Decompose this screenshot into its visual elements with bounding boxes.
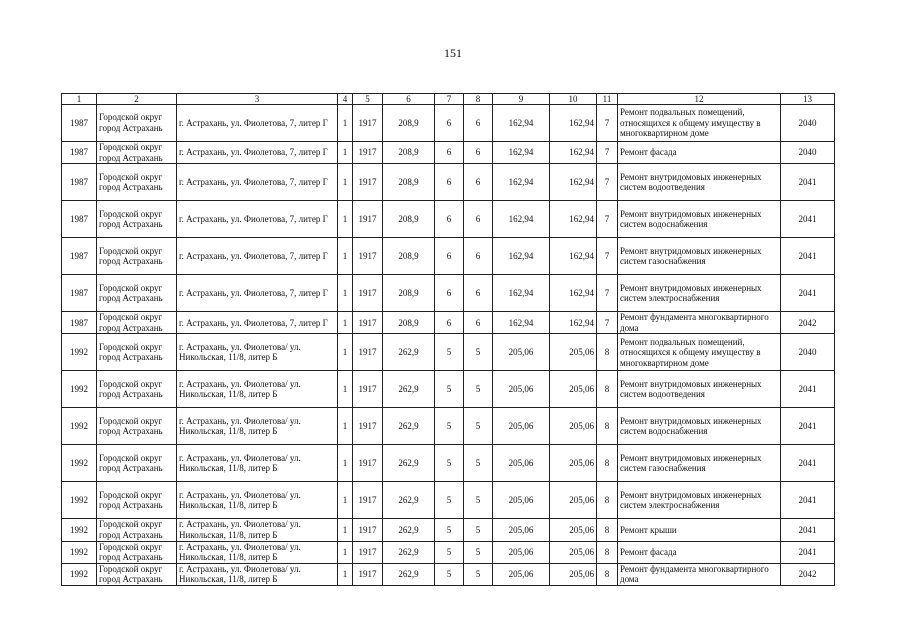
work-type-cell: Ремонт фундамента многоквартирного дома [618, 312, 781, 334]
col11-cell: 8 [597, 482, 618, 519]
col11-cell: 8 [597, 445, 618, 482]
municipality-cell: Городской округ город Астрахань [97, 541, 177, 563]
built-year-cell: 1917 [353, 142, 383, 164]
col10-cell: 205,06 [550, 519, 597, 541]
col9-cell: 162,94 [493, 275, 550, 312]
year-cell: 1992 [62, 482, 97, 519]
col4-cell: 1 [338, 563, 353, 585]
built-year-cell: 1917 [353, 445, 383, 482]
built-year-cell: 1917 [353, 371, 383, 408]
area-cell: 208,9 [383, 312, 435, 334]
built-year-cell: 1917 [353, 275, 383, 312]
table-row [62, 275, 835, 312]
col7-cell: 6 [435, 238, 464, 275]
year-cell: 1992 [62, 519, 97, 541]
col10-cell: 205,06 [550, 445, 597, 482]
built-year-cell: 1917 [353, 482, 383, 519]
col4-cell: 1 [338, 201, 353, 238]
year-cell: 1992 [62, 445, 97, 482]
work-type-cell: Ремонт подвальных помещений, относящихся к общему имуществу в многоквартирном доме [618, 334, 781, 371]
col9-cell: 205,06 [493, 408, 550, 445]
col-header-7: 7 [435, 94, 464, 105]
col9-cell: 205,06 [493, 445, 550, 482]
col10-cell: 205,06 [550, 408, 597, 445]
table-row [62, 371, 835, 408]
area-cell: 262,9 [383, 445, 435, 482]
year-cell: 1992 [62, 541, 97, 563]
plan-year-cell: 2041 [781, 541, 835, 563]
address-cell: г. Астрахань, ул. Фиолетова/ ул. Никольская, 11/8, литер Б [177, 445, 338, 482]
work-type-cell: Ремонт внутридомовых инженерных систем водоотведения [618, 164, 781, 201]
table-row [62, 541, 835, 563]
area-cell: 208,9 [383, 275, 435, 312]
col4-cell: 1 [338, 408, 353, 445]
table-row [62, 312, 835, 334]
area-cell: 262,9 [383, 482, 435, 519]
year-cell: 1987 [62, 164, 97, 201]
col9-cell: 205,06 [493, 334, 550, 371]
municipality-cell: Городской округ город Астрахань [97, 519, 177, 541]
work-type-cell: Ремонт внутридомовых инженерных систем водоснабжения [618, 408, 781, 445]
built-year-cell: 1917 [353, 541, 383, 563]
col8-cell: 5 [464, 445, 493, 482]
table-row [62, 482, 835, 519]
col4-cell: 1 [338, 275, 353, 312]
col10-cell: 162,94 [550, 142, 597, 164]
built-year-cell: 1917 [353, 519, 383, 541]
col9-cell: 162,94 [493, 312, 550, 334]
col4-cell: 1 [338, 164, 353, 201]
address-cell: г. Астрахань, ул. Фиолетова/ ул. Никольская, 11/8, литер Б [177, 482, 338, 519]
col7-cell: 5 [435, 408, 464, 445]
work-type-cell: Ремонт внутридомовых инженерных систем газоснабжения [618, 238, 781, 275]
address-cell: г. Астрахань, ул. Фиолетова/ ул. Никольская, 11/8, литер Б [177, 334, 338, 371]
col8-cell: 5 [464, 541, 493, 563]
built-year-cell: 1917 [353, 238, 383, 275]
col7-cell: 6 [435, 105, 464, 142]
table-row [62, 238, 835, 275]
plan-year-cell: 2041 [781, 201, 835, 238]
work-type-cell: Ремонт внутридомовых инженерных систем электроснабжения [618, 275, 781, 312]
address-cell: г. Астрахань, ул. Фиолетова, 7, литер Г [177, 201, 338, 238]
area-cell: 262,9 [383, 408, 435, 445]
col8-cell: 5 [464, 408, 493, 445]
col8-cell: 6 [464, 201, 493, 238]
work-type-cell: Ремонт фасада [618, 142, 781, 164]
col-header-11: 11 [597, 94, 618, 105]
col8-cell: 6 [464, 312, 493, 334]
built-year-cell: 1917 [353, 334, 383, 371]
col11-cell: 8 [597, 541, 618, 563]
repair-schedule-table [61, 93, 835, 586]
col8-cell: 5 [464, 482, 493, 519]
col7-cell: 6 [435, 201, 464, 238]
col10-cell: 162,94 [550, 312, 597, 334]
col7-cell: 5 [435, 563, 464, 585]
plan-year-cell: 2040 [781, 334, 835, 371]
header-row [62, 94, 835, 105]
col9-cell: 162,94 [493, 142, 550, 164]
col7-cell: 6 [435, 275, 464, 312]
work-type-cell: Ремонт подвальных помещений, относящихся к общему имуществу в многоквартирном доме [618, 105, 781, 142]
col10-cell: 162,94 [550, 201, 597, 238]
col4-cell: 1 [338, 519, 353, 541]
built-year-cell: 1917 [353, 312, 383, 334]
col7-cell: 5 [435, 445, 464, 482]
col11-cell: 7 [597, 238, 618, 275]
col10-cell: 162,94 [550, 238, 597, 275]
plan-year-cell: 2042 [781, 563, 835, 585]
col-header-3: 3 [177, 94, 338, 105]
table-row [62, 334, 835, 371]
col-header-12: 12 [618, 94, 781, 105]
col11-cell: 7 [597, 142, 618, 164]
plan-year-cell: 2040 [781, 142, 835, 164]
col9-cell: 162,94 [493, 105, 550, 142]
col11-cell: 7 [597, 312, 618, 334]
col11-cell: 8 [597, 519, 618, 541]
col-header-9: 9 [493, 94, 550, 105]
address-cell: г. Астрахань, ул. Фиолетова, 7, литер Г [177, 312, 338, 334]
col7-cell: 5 [435, 334, 464, 371]
plan-year-cell: 2041 [781, 238, 835, 275]
col10-cell: 162,94 [550, 275, 597, 312]
col4-cell: 1 [338, 371, 353, 408]
table-row [62, 408, 835, 445]
col4-cell: 1 [338, 482, 353, 519]
municipality-cell: Городской округ город Астрахань [97, 105, 177, 142]
col8-cell: 6 [464, 142, 493, 164]
area-cell: 262,9 [383, 519, 435, 541]
col10-cell: 205,06 [550, 482, 597, 519]
address-cell: г. Астрахань, ул. Фиолетова, 7, литер Г [177, 164, 338, 201]
col9-cell: 205,06 [493, 563, 550, 585]
built-year-cell: 1917 [353, 164, 383, 201]
col8-cell: 5 [464, 519, 493, 541]
col4-cell: 1 [338, 312, 353, 334]
built-year-cell: 1917 [353, 408, 383, 445]
built-year-cell: 1917 [353, 105, 383, 142]
col11-cell: 8 [597, 334, 618, 371]
col-header-2: 2 [97, 94, 177, 105]
municipality-cell: Городской округ город Астрахань [97, 334, 177, 371]
col8-cell: 6 [464, 275, 493, 312]
municipality-cell: Городской округ город Астрахань [97, 238, 177, 275]
address-cell: г. Астрахань, ул. Фиолетова, 7, литер Г [177, 238, 338, 275]
col7-cell: 6 [435, 312, 464, 334]
col8-cell: 6 [464, 164, 493, 201]
col11-cell: 7 [597, 105, 618, 142]
col10-cell: 205,06 [550, 541, 597, 563]
col11-cell: 8 [597, 371, 618, 408]
year-cell: 1987 [62, 275, 97, 312]
plan-year-cell: 2041 [781, 408, 835, 445]
plan-year-cell: 2041 [781, 275, 835, 312]
area-cell: 208,9 [383, 201, 435, 238]
col8-cell: 6 [464, 105, 493, 142]
col4-cell: 1 [338, 445, 353, 482]
address-cell: г. Астрахань, ул. Фиолетова/ ул. Никольская, 11/8, литер Б [177, 371, 338, 408]
col-header-6: 6 [383, 94, 435, 105]
col4-cell: 1 [338, 238, 353, 275]
col9-cell: 162,94 [493, 238, 550, 275]
col4-cell: 1 [338, 105, 353, 142]
col11-cell: 7 [597, 164, 618, 201]
col8-cell: 5 [464, 334, 493, 371]
year-cell: 1987 [62, 142, 97, 164]
built-year-cell: 1917 [353, 563, 383, 585]
work-type-cell: Ремонт внутридомовых инженерных систем водоснабжения [618, 201, 781, 238]
col10-cell: 162,94 [550, 164, 597, 201]
area-cell: 208,9 [383, 238, 435, 275]
work-type-cell: Ремонт внутридомовых инженерных систем газоснабжения [618, 445, 781, 482]
municipality-cell: Городской округ город Астрахань [97, 482, 177, 519]
col9-cell: 205,06 [493, 371, 550, 408]
municipality-cell: Городской округ город Астрахань [97, 164, 177, 201]
plan-year-cell: 2040 [781, 105, 835, 142]
col8-cell: 5 [464, 371, 493, 408]
plan-year-cell: 2042 [781, 312, 835, 334]
col11-cell: 8 [597, 408, 618, 445]
year-cell: 1992 [62, 408, 97, 445]
year-cell: 1992 [62, 334, 97, 371]
col4-cell: 1 [338, 142, 353, 164]
col8-cell: 6 [464, 238, 493, 275]
table-row [62, 164, 835, 201]
area-cell: 262,9 [383, 541, 435, 563]
col-header-8: 8 [464, 94, 493, 105]
col-header-10: 10 [550, 94, 597, 105]
address-cell: г. Астрахань, ул. Фиолетова/ ул. Никольская, 11/8, литер Б [177, 541, 338, 563]
col-header-13: 13 [781, 94, 835, 105]
municipality-cell: Городской округ город Астрахань [97, 408, 177, 445]
col10-cell: 205,06 [550, 334, 597, 371]
year-cell: 1987 [62, 105, 97, 142]
table-row [62, 142, 835, 164]
work-type-cell: Ремонт внутридомовых инженерных систем электроснабжения [618, 482, 781, 519]
table-row [62, 105, 835, 142]
area-cell: 262,9 [383, 371, 435, 408]
col7-cell: 5 [435, 482, 464, 519]
col10-cell: 205,06 [550, 563, 597, 585]
col-header-5: 5 [353, 94, 383, 105]
col7-cell: 5 [435, 541, 464, 563]
col-header-1: 1 [62, 94, 97, 105]
plan-year-cell: 2041 [781, 519, 835, 541]
area-cell: 262,9 [383, 334, 435, 371]
col8-cell: 5 [464, 563, 493, 585]
year-cell: 1987 [62, 201, 97, 238]
col10-cell: 162,94 [550, 105, 597, 142]
col-header-4: 4 [338, 94, 353, 105]
page-number: 151 [444, 46, 462, 60]
table-row [62, 563, 835, 585]
area-cell: 262,9 [383, 563, 435, 585]
plan-year-cell: 2041 [781, 445, 835, 482]
year-cell: 1992 [62, 563, 97, 585]
table-row [62, 519, 835, 541]
built-year-cell: 1917 [353, 201, 383, 238]
table-row [62, 445, 835, 482]
address-cell: г. Астрахань, ул. Фиолетова, 7, литер Г [177, 142, 338, 164]
year-cell: 1987 [62, 238, 97, 275]
col10-cell: 205,06 [550, 371, 597, 408]
col9-cell: 162,94 [493, 164, 550, 201]
col4-cell: 1 [338, 334, 353, 371]
year-cell: 1987 [62, 312, 97, 334]
address-cell: г. Астрахань, ул. Фиолетова, 7, литер Г [177, 105, 338, 142]
area-cell: 208,9 [383, 105, 435, 142]
col7-cell: 6 [435, 142, 464, 164]
col9-cell: 205,06 [493, 519, 550, 541]
col9-cell: 162,94 [493, 201, 550, 238]
work-type-cell: Ремонт крыши [618, 519, 781, 541]
plan-year-cell: 2041 [781, 164, 835, 201]
col7-cell: 5 [435, 519, 464, 541]
municipality-cell: Городской округ город Астрахань [97, 275, 177, 312]
municipality-cell: Городской округ город Астрахань [97, 312, 177, 334]
plan-year-cell: 2041 [781, 371, 835, 408]
col11-cell: 8 [597, 563, 618, 585]
col4-cell: 1 [338, 541, 353, 563]
municipality-cell: Городской округ город Астрахань [97, 445, 177, 482]
municipality-cell: Городской округ город Астрахань [97, 142, 177, 164]
col9-cell: 205,06 [493, 482, 550, 519]
work-type-cell: Ремонт фасада [618, 541, 781, 563]
municipality-cell: Городской округ город Астрахань [97, 563, 177, 585]
year-cell: 1992 [62, 371, 97, 408]
municipality-cell: Городской округ город Астрахань [97, 371, 177, 408]
col9-cell: 205,06 [493, 541, 550, 563]
area-cell: 208,9 [383, 164, 435, 201]
address-cell: г. Астрахань, ул. Фиолетова/ ул. Никольская, 11/8, литер Б [177, 408, 338, 445]
area-cell: 208,9 [383, 142, 435, 164]
address-cell: г. Астрахань, ул. Фиолетова/ ул. Никольская, 11/8, литер Б [177, 519, 338, 541]
col11-cell: 7 [597, 201, 618, 238]
col11-cell: 7 [597, 275, 618, 312]
col7-cell: 6 [435, 164, 464, 201]
address-cell: г. Астрахань, ул. Фиолетова/ ул. Никольская, 11/8, литер Б [177, 563, 338, 585]
work-type-cell: Ремонт фундамента многоквартирного дома [618, 563, 781, 585]
table-row [62, 201, 835, 238]
col7-cell: 5 [435, 371, 464, 408]
municipality-cell: Городской округ город Астрахань [97, 201, 177, 238]
address-cell: г. Астрахань, ул. Фиолетова, 7, литер Г [177, 275, 338, 312]
plan-year-cell: 2041 [781, 482, 835, 519]
work-type-cell: Ремонт внутридомовых инженерных систем водоотведения [618, 371, 781, 408]
